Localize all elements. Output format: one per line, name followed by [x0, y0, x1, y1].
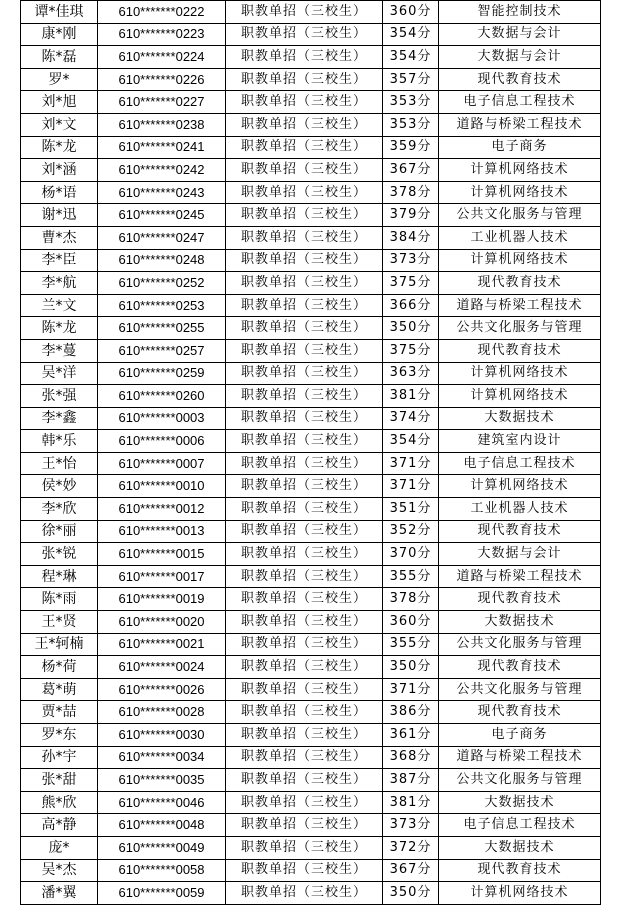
table-row [21, 272, 601, 295]
major-cell: 公共文化服务与管理 [439, 769, 601, 792]
admission-type-cell: 职教单招（三校生） [226, 204, 383, 227]
student-name-cell: 陈*雨 [21, 588, 98, 611]
student-name-cell: 李*欣 [21, 498, 98, 521]
major-cell: 电子商务 [439, 724, 601, 747]
score-cell: 379分 [383, 204, 439, 227]
admission-type-cell: 职教单招（三校生） [226, 520, 383, 543]
student-name-cell: 刘*文 [21, 113, 98, 136]
id-number-cell: 610*******0223 [98, 23, 226, 46]
major-cell: 电子商务 [439, 136, 601, 159]
major-cell: 大数据与会计 [439, 23, 601, 46]
table-row [21, 294, 601, 317]
admission-list-table [20, 0, 601, 905]
id-number-cell: 610*******0010 [98, 475, 226, 498]
admission-type-cell: 职教单招（三校生） [226, 633, 383, 656]
major-cell: 计算机网络技术 [439, 159, 601, 182]
admission-type-cell: 职教单招（三校生） [226, 678, 383, 701]
major-cell: 计算机网络技术 [439, 385, 601, 408]
student-name-cell: 孙*宇 [21, 746, 98, 769]
score-cell: 352分 [383, 520, 439, 543]
id-number-cell: 610*******0259 [98, 362, 226, 385]
table-row [21, 430, 601, 453]
admission-type-cell: 职教单招（三校生） [226, 475, 383, 498]
id-number-cell: 610*******0017 [98, 565, 226, 588]
admission-type-cell: 职教单招（三校生） [226, 159, 383, 182]
student-name-cell: 康*刚 [21, 23, 98, 46]
admission-type-cell: 职教单招（三校生） [226, 791, 383, 814]
id-number-cell: 610*******0222 [98, 1, 226, 24]
score-cell: 354分 [383, 46, 439, 69]
major-cell: 大数据技术 [439, 836, 601, 859]
student-name-cell: 潘*翼 [21, 882, 98, 905]
student-name-cell: 李*蔓 [21, 339, 98, 362]
table-row [21, 633, 601, 656]
table-row [21, 543, 601, 566]
major-cell: 道路与桥梁工程技术 [439, 565, 601, 588]
admission-type-cell: 职教单招（三校生） [226, 746, 383, 769]
major-cell: 现代教育技术 [439, 520, 601, 543]
score-cell: 373分 [383, 249, 439, 272]
admission-type-cell: 职教单招（三校生） [226, 543, 383, 566]
admission-type-cell: 职教单招（三校生） [226, 249, 383, 272]
table-row [21, 317, 601, 340]
student-name-cell: 张*甜 [21, 769, 98, 792]
major-cell: 工业机器人技术 [439, 226, 601, 249]
major-cell: 计算机网络技术 [439, 249, 601, 272]
major-cell: 电子信息工程技术 [439, 452, 601, 475]
score-cell: 366分 [383, 294, 439, 317]
table-row [21, 724, 601, 747]
admission-type-cell: 职教单招（三校生） [226, 565, 383, 588]
score-cell: 363分 [383, 362, 439, 385]
table-row [21, 859, 601, 882]
id-number-cell: 610*******0059 [98, 882, 226, 905]
major-cell: 智能控制技术 [439, 1, 601, 24]
id-number-cell: 610*******0003 [98, 407, 226, 430]
admission-type-cell: 职教单招（三校生） [226, 23, 383, 46]
score-cell: 355分 [383, 565, 439, 588]
table-row [21, 136, 601, 159]
score-cell: 360分 [383, 1, 439, 24]
id-number-cell: 610*******0026 [98, 678, 226, 701]
id-number-cell: 610*******0252 [98, 272, 226, 295]
student-name-cell: 张*强 [21, 385, 98, 408]
id-number-cell: 610*******0241 [98, 136, 226, 159]
table-row [21, 362, 601, 385]
id-number-cell: 610*******0226 [98, 68, 226, 91]
student-name-cell: 杨*语 [21, 181, 98, 204]
score-cell: 370分 [383, 543, 439, 566]
score-cell: 386分 [383, 701, 439, 724]
table-row [21, 814, 601, 837]
table-row [21, 159, 601, 182]
score-cell: 353分 [383, 113, 439, 136]
score-cell: 381分 [383, 791, 439, 814]
score-cell: 350分 [383, 656, 439, 679]
major-cell: 电子信息工程技术 [439, 814, 601, 837]
admission-type-cell: 职教单招（三校生） [226, 385, 383, 408]
score-cell: 371分 [383, 475, 439, 498]
score-cell: 357分 [383, 68, 439, 91]
admission-type-cell: 职教单招（三校生） [226, 882, 383, 905]
student-name-cell: 罗*东 [21, 724, 98, 747]
major-cell: 现代教育技术 [439, 859, 601, 882]
major-cell: 现代教育技术 [439, 701, 601, 724]
id-number-cell: 610*******0224 [98, 46, 226, 69]
score-cell: 367分 [383, 859, 439, 882]
admission-type-cell: 职教单招（三校生） [226, 701, 383, 724]
student-name-cell: 陈*龙 [21, 317, 98, 340]
admission-type-cell: 职教单招（三校生） [226, 611, 383, 634]
student-name-cell: 王*贤 [21, 611, 98, 634]
score-cell: 378分 [383, 588, 439, 611]
admission-type-cell: 职教单招（三校生） [226, 68, 383, 91]
student-name-cell: 陈*龙 [21, 136, 98, 159]
table-row [21, 882, 601, 905]
student-name-cell: 谭*佳琪 [21, 1, 98, 24]
student-name-cell: 罗* [21, 68, 98, 91]
student-name-cell: 葛*萌 [21, 678, 98, 701]
table-row [21, 498, 601, 521]
major-cell: 现代教育技术 [439, 656, 601, 679]
id-number-cell: 610*******0238 [98, 113, 226, 136]
id-number-cell: 610*******0253 [98, 294, 226, 317]
admission-type-cell: 职教单招（三校生） [226, 181, 383, 204]
student-name-cell: 高*静 [21, 814, 98, 837]
major-cell: 计算机网络技术 [439, 181, 601, 204]
id-number-cell: 610*******0020 [98, 611, 226, 634]
id-number-cell: 610*******0028 [98, 701, 226, 724]
id-number-cell: 610*******0243 [98, 181, 226, 204]
score-cell: 355分 [383, 633, 439, 656]
id-number-cell: 610*******0019 [98, 588, 226, 611]
id-number-cell: 610*******0024 [98, 656, 226, 679]
admission-type-cell: 职教单招（三校生） [226, 113, 383, 136]
major-cell: 现代教育技术 [439, 339, 601, 362]
id-number-cell: 610*******0012 [98, 498, 226, 521]
table-row [21, 249, 601, 272]
score-cell: 351分 [383, 498, 439, 521]
student-name-cell: 李*航 [21, 272, 98, 295]
id-number-cell: 610*******0034 [98, 746, 226, 769]
table-row [21, 91, 601, 114]
student-name-cell: 刘*旭 [21, 91, 98, 114]
admission-type-cell: 职教单招（三校生） [226, 294, 383, 317]
student-name-cell: 李*鑫 [21, 407, 98, 430]
admission-type-cell: 职教单招（三校生） [226, 1, 383, 24]
score-cell: 350分 [383, 317, 439, 340]
student-name-cell: 陈*磊 [21, 46, 98, 69]
admission-type-cell: 职教单招（三校生） [226, 339, 383, 362]
major-cell: 大数据技术 [439, 611, 601, 634]
major-cell: 公共文化服务与管理 [439, 204, 601, 227]
major-cell: 计算机网络技术 [439, 882, 601, 905]
student-name-cell: 贾*喆 [21, 701, 98, 724]
student-name-cell: 侯*妙 [21, 475, 98, 498]
major-cell: 大数据技术 [439, 407, 601, 430]
major-cell: 道路与桥梁工程技术 [439, 294, 601, 317]
student-name-cell: 韩*乐 [21, 430, 98, 453]
score-cell: 371分 [383, 452, 439, 475]
score-cell: 354分 [383, 23, 439, 46]
student-name-cell: 熊*欣 [21, 791, 98, 814]
admission-type-cell: 职教单招（三校生） [226, 317, 383, 340]
score-cell: 381分 [383, 385, 439, 408]
student-name-cell: 兰*文 [21, 294, 98, 317]
student-name-cell: 吴*杰 [21, 859, 98, 882]
major-cell: 计算机网络技术 [439, 362, 601, 385]
major-cell: 建筑室内设计 [439, 430, 601, 453]
major-cell: 大数据与会计 [439, 543, 601, 566]
id-number-cell: 610*******0007 [98, 452, 226, 475]
admission-type-cell: 职教单招（三校生） [226, 272, 383, 295]
score-cell: 375分 [383, 272, 439, 295]
table-row [21, 68, 601, 91]
admission-type-cell: 职教单招（三校生） [226, 769, 383, 792]
admission-list-body [21, 1, 601, 905]
admission-type-cell: 职教单招（三校生） [226, 136, 383, 159]
score-cell: 372分 [383, 836, 439, 859]
major-cell: 公共文化服务与管理 [439, 678, 601, 701]
student-name-cell: 刘*涵 [21, 159, 98, 182]
admission-type-cell: 职教单招（三校生） [226, 407, 383, 430]
student-name-cell: 程*琳 [21, 565, 98, 588]
admission-type-cell: 职教单招（三校生） [226, 656, 383, 679]
score-cell: 387分 [383, 769, 439, 792]
table-row [21, 746, 601, 769]
id-number-cell: 610*******0021 [98, 633, 226, 656]
score-cell: 375分 [383, 339, 439, 362]
student-name-cell: 谢*迅 [21, 204, 98, 227]
student-name-cell: 张*锐 [21, 543, 98, 566]
table-row [21, 520, 601, 543]
table-row [21, 678, 601, 701]
id-number-cell: 610*******0227 [98, 91, 226, 114]
table-row [21, 46, 601, 69]
table-row [21, 701, 601, 724]
table-row [21, 836, 601, 859]
major-cell: 现代教育技术 [439, 588, 601, 611]
score-cell: 359分 [383, 136, 439, 159]
major-cell: 公共文化服务与管理 [439, 633, 601, 656]
id-number-cell: 610*******0013 [98, 520, 226, 543]
table-row [21, 181, 601, 204]
student-name-cell: 杨*荷 [21, 656, 98, 679]
id-number-cell: 610*******0058 [98, 859, 226, 882]
id-number-cell: 610*******0257 [98, 339, 226, 362]
major-cell: 道路与桥梁工程技术 [439, 113, 601, 136]
student-name-cell: 李*臣 [21, 249, 98, 272]
major-cell: 工业机器人技术 [439, 498, 601, 521]
id-number-cell: 610*******0255 [98, 317, 226, 340]
table-row [21, 1, 601, 24]
admission-type-cell: 职教单招（三校生） [226, 362, 383, 385]
table-row [21, 204, 601, 227]
admission-type-cell: 职教单招（三校生） [226, 430, 383, 453]
table-row [21, 226, 601, 249]
student-name-cell: 曹*杰 [21, 226, 98, 249]
score-cell: 367分 [383, 159, 439, 182]
table-row [21, 565, 601, 588]
id-number-cell: 610*******0015 [98, 543, 226, 566]
table-row [21, 113, 601, 136]
score-cell: 360分 [383, 611, 439, 634]
id-number-cell: 610*******0006 [98, 430, 226, 453]
id-number-cell: 610*******0245 [98, 204, 226, 227]
student-name-cell: 王*轲楠 [21, 633, 98, 656]
major-cell: 现代教育技术 [439, 68, 601, 91]
score-cell: 361分 [383, 724, 439, 747]
table-row [21, 407, 601, 430]
table-row [21, 452, 601, 475]
table-row [21, 23, 601, 46]
id-number-cell: 610*******0247 [98, 226, 226, 249]
id-number-cell: 610*******0242 [98, 159, 226, 182]
student-name-cell: 吴*洋 [21, 362, 98, 385]
admission-type-cell: 职教单招（三校生） [226, 498, 383, 521]
score-cell: 353分 [383, 91, 439, 114]
id-number-cell: 610*******0035 [98, 769, 226, 792]
id-number-cell: 610*******0049 [98, 836, 226, 859]
student-name-cell: 徐*丽 [21, 520, 98, 543]
id-number-cell: 610*******0048 [98, 814, 226, 837]
score-cell: 368分 [383, 746, 439, 769]
major-cell: 现代教育技术 [439, 272, 601, 295]
table-row [21, 385, 601, 408]
table-row [21, 475, 601, 498]
id-number-cell: 610*******0030 [98, 724, 226, 747]
table-row [21, 769, 601, 792]
admission-type-cell: 职教单招（三校生） [226, 814, 383, 837]
admission-type-cell: 职教单招（三校生） [226, 46, 383, 69]
admission-type-cell: 职教单招（三校生） [226, 836, 383, 859]
admission-type-cell: 职教单招（三校生） [226, 226, 383, 249]
score-cell: 378分 [383, 181, 439, 204]
major-cell: 道路与桥梁工程技术 [439, 746, 601, 769]
score-cell: 350分 [383, 882, 439, 905]
major-cell: 电子信息工程技术 [439, 91, 601, 114]
score-cell: 374分 [383, 407, 439, 430]
admission-type-cell: 职教单招（三校生） [226, 859, 383, 882]
major-cell: 大数据与会计 [439, 46, 601, 69]
major-cell: 公共文化服务与管理 [439, 317, 601, 340]
table-row [21, 339, 601, 362]
score-cell: 354分 [383, 430, 439, 453]
admission-type-cell: 职教单招（三校生） [226, 452, 383, 475]
table-row [21, 588, 601, 611]
table-row [21, 611, 601, 634]
id-number-cell: 610*******0260 [98, 385, 226, 408]
student-name-cell: 庞* [21, 836, 98, 859]
id-number-cell: 610*******0046 [98, 791, 226, 814]
table-row [21, 656, 601, 679]
score-cell: 384分 [383, 226, 439, 249]
student-name-cell: 王*怡 [21, 452, 98, 475]
major-cell: 计算机网络技术 [439, 475, 601, 498]
admission-type-cell: 职教单招（三校生） [226, 588, 383, 611]
table-row [21, 791, 601, 814]
admission-type-cell: 职教单招（三校生） [226, 91, 383, 114]
score-cell: 371分 [383, 678, 439, 701]
major-cell: 大数据技术 [439, 791, 601, 814]
admission-type-cell: 职教单招（三校生） [226, 724, 383, 747]
id-number-cell: 610*******0248 [98, 249, 226, 272]
score-cell: 373分 [383, 814, 439, 837]
